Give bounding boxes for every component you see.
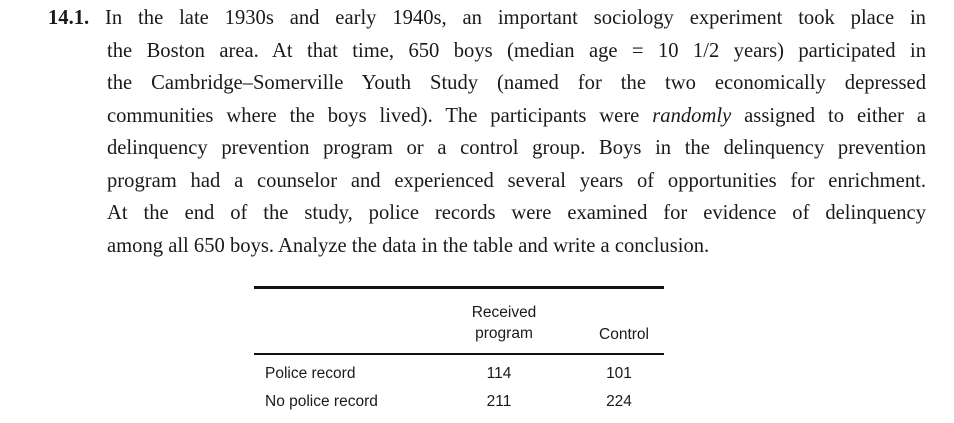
problem-number: 14.1. <box>48 7 90 29</box>
cell-control: 101 <box>606 365 632 382</box>
cell-received: 211 <box>486 393 512 410</box>
problem-line: the Boston area. At that time, 650 boys (median age = 10 1/2 years) participated in <box>107 39 926 62</box>
problem-line: delinquency prevention program or a control group. Boys in the delinquency prevention <box>107 137 926 159</box>
emphasized-word: randomly <box>652 104 732 127</box>
problem-line-text: assigned to either a <box>744 104 926 127</box>
problem-line: program had a counselor and experienced several years of opportunities for enrichment. <box>107 169 926 192</box>
cell-control: 224 <box>606 393 632 410</box>
problem-line: At the end of the study, police records were examined for evidence of delinquency <box>107 202 926 224</box>
problem-line <box>48 2 926 35</box>
problem-line <box>48 100 926 133</box>
problem-line-text: communities where the boys lived). The participants were <box>107 104 640 127</box>
table-row <box>254 361 664 389</box>
problem-line: the Cambridge–Somerville Youth Study (named for the two economically depressed <box>107 72 926 94</box>
table-row <box>254 389 664 417</box>
row-label: No police record <box>265 393 378 410</box>
problem-text <box>48 2 926 262</box>
cell-received: 114 <box>486 365 512 382</box>
header-received-line-2: program <box>475 325 533 342</box>
row-label: Police record <box>265 365 356 382</box>
header-received-program <box>444 302 564 344</box>
header-control: Control <box>599 326 649 343</box>
problem-line-text: In the late 1930s and early 1940s, an important sociology experiment took place in <box>105 7 926 29</box>
problem-line: among all 650 boys. Analyze the data in the table and write a conclusion. <box>107 234 710 257</box>
table-header-rule <box>254 353 664 355</box>
table-header <box>254 289 664 353</box>
data-table <box>254 286 664 417</box>
header-received-line-1: Received <box>471 304 537 321</box>
